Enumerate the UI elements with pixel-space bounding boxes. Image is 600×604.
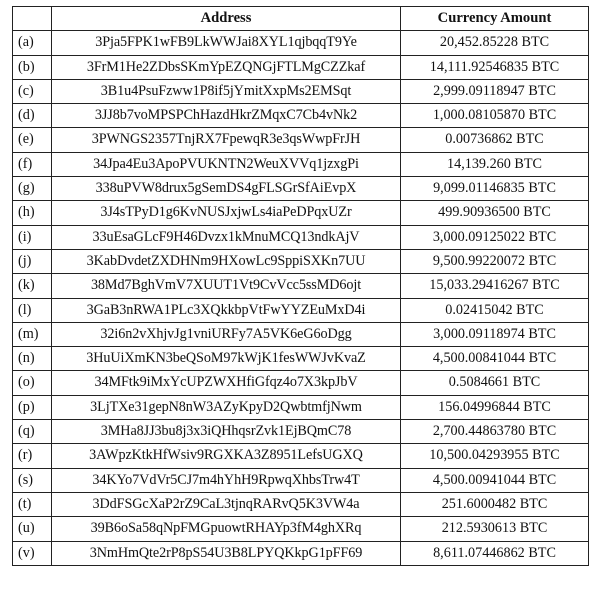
row-address: 34MFtk9iMxYcUPZWXHfiGfqz4o7X3kpJbV <box>52 371 401 395</box>
row-currency-amount: 156.04996844 BTC <box>401 395 589 419</box>
table-row <box>13 177 589 201</box>
row-address: 38Md7BghVmV7XUUT1Vt9CvVcc5ssMD6ojt <box>52 274 401 298</box>
table-row <box>13 55 589 79</box>
table-row <box>13 79 589 103</box>
table-row <box>13 541 589 565</box>
row-label: (e) <box>13 128 52 152</box>
header-label <box>13 7 52 31</box>
row-currency-amount: 9,500.99220072 BTC <box>401 249 589 273</box>
row-address: 3J4sTPyD1g6KvNUSJxjwLs4iaPeDPqxUZr <box>52 201 401 225</box>
table-row <box>13 298 589 322</box>
row-label: (s) <box>13 468 52 492</box>
row-currency-amount: 0.5084661 BTC <box>401 371 589 395</box>
table-row <box>13 322 589 346</box>
row-label: (g) <box>13 177 52 201</box>
row-currency-amount: 3,000.09118974 BTC <box>401 322 589 346</box>
row-currency-amount: 8,611.07446862 BTC <box>401 541 589 565</box>
row-address: 3Pja5FPK1wFB9LkWWJai8XYL1qjbqqT9Ye <box>52 31 401 55</box>
row-address: 3DdFSGcXaP2rZ9CaL3tjnqRARvQ5K3VW4a <box>52 492 401 516</box>
row-currency-amount: 1,000.08105870 BTC <box>401 104 589 128</box>
table-row <box>13 201 589 225</box>
table-row <box>13 371 589 395</box>
row-currency-amount: 251.6000482 BTC <box>401 492 589 516</box>
row-currency-amount: 2,700.44863780 BTC <box>401 420 589 444</box>
row-label: (u) <box>13 517 52 541</box>
row-label: (v) <box>13 541 52 565</box>
row-currency-amount: 0.02415042 BTC <box>401 298 589 322</box>
row-address: 3LjTXe31gepN8nW3AZyKpyD2QwbtmfjNwm <box>52 395 401 419</box>
row-label: (a) <box>13 31 52 55</box>
row-address: 34Jpa4Eu3ApoPVUKNTN2WeuXVVq1jzxgPi <box>52 152 401 176</box>
table-row <box>13 420 589 444</box>
row-label: (h) <box>13 201 52 225</box>
table-row <box>13 517 589 541</box>
row-label: (p) <box>13 395 52 419</box>
row-address: 39B6oSa58qNpFMGpuowtRHAYp3fM4ghXRq <box>52 517 401 541</box>
row-label: (k) <box>13 274 52 298</box>
table-row <box>13 128 589 152</box>
table-row <box>13 225 589 249</box>
table-row <box>13 249 589 273</box>
table-header-row <box>13 7 589 31</box>
row-label: (l) <box>13 298 52 322</box>
row-address: 3B1u4PsuFzww1P8if5jYmitXxpMs2EMSqt <box>52 79 401 103</box>
row-address: 3KabDvdetZXDHNm9HXowLc9SppiSXKn7UU <box>52 249 401 273</box>
row-currency-amount: 15,033.29416267 BTC <box>401 274 589 298</box>
row-label: (b) <box>13 55 52 79</box>
table-row <box>13 492 589 516</box>
row-address: 3AWpzKtkHfWsiv9RGXKA3Z8951LefsUGXQ <box>52 444 401 468</box>
row-address: 3GaB3nRWA1PLc3XQkkbpVtFwYYZEuMxD4i <box>52 298 401 322</box>
row-label: (f) <box>13 152 52 176</box>
address-table <box>12 6 589 566</box>
row-currency-amount: 14,111.92546835 BTC <box>401 55 589 79</box>
table-row <box>13 395 589 419</box>
row-label: (r) <box>13 444 52 468</box>
row-label: (q) <box>13 420 52 444</box>
row-label: (i) <box>13 225 52 249</box>
row-address: 338uPVW8drux5gSemDS4gFLSGrSfAiEvpX <box>52 177 401 201</box>
row-currency-amount: 212.5930613 BTC <box>401 517 589 541</box>
header-currency-amount: Currency Amount <box>401 7 589 31</box>
row-address: 3NmHmQte2rP8pS54U3B8LPYQKkpG1pFF69 <box>52 541 401 565</box>
table-row <box>13 468 589 492</box>
table-row <box>13 444 589 468</box>
table-row <box>13 274 589 298</box>
row-label: (n) <box>13 347 52 371</box>
row-label: (j) <box>13 249 52 273</box>
table-row <box>13 104 589 128</box>
row-address: 3HuUiXmKN3beQSoM97kWjK1fesWWJvKvaZ <box>52 347 401 371</box>
row-currency-amount: 499.90936500 BTC <box>401 201 589 225</box>
row-currency-amount: 9,099.01146835 BTC <box>401 177 589 201</box>
row-address: 3PWNGS2357TnjRX7FpewqR3e3qsWwpFrJH <box>52 128 401 152</box>
row-currency-amount: 20,452.85228 BTC <box>401 31 589 55</box>
row-label: (d) <box>13 104 52 128</box>
row-address: 32i6n2vXhjvJg1vniURFy7A5VK6eG6oDgg <box>52 322 401 346</box>
row-address: 34KYo7VdVr5CJ7m4hYhH9RpwqXhbsTrw4T <box>52 468 401 492</box>
table-row <box>13 152 589 176</box>
address-table-container <box>12 6 588 566</box>
table-row <box>13 31 589 55</box>
row-label: (o) <box>13 371 52 395</box>
table-row <box>13 347 589 371</box>
row-currency-amount: 4,500.00941044 BTC <box>401 468 589 492</box>
row-address: 3FrM1He2ZDbsSKmYpEZQNGjFTLMgCZZkaf <box>52 55 401 79</box>
row-currency-amount: 14,139.260 BTC <box>401 152 589 176</box>
row-label: (t) <box>13 492 52 516</box>
row-currency-amount: 10,500.04293955 BTC <box>401 444 589 468</box>
row-label: (c) <box>13 79 52 103</box>
row-currency-amount: 3,000.09125022 BTC <box>401 225 589 249</box>
row-address: 3JJ8b7voMPSPChHazdHkrZMqxC7Cb4vNk2 <box>52 104 401 128</box>
header-address: Address <box>52 7 401 31</box>
row-currency-amount: 2,999.09118947 BTC <box>401 79 589 103</box>
row-address: 3MHa8JJ3bu8j3x3iQHhqsrZvk1EjBQmC78 <box>52 420 401 444</box>
row-currency-amount: 4,500.00841044 BTC <box>401 347 589 371</box>
row-address: 33uEsaGLcF9H46Dvzx1kMnuMCQ13ndkAjV <box>52 225 401 249</box>
row-currency-amount: 0.00736862 BTC <box>401 128 589 152</box>
row-label: (m) <box>13 322 52 346</box>
